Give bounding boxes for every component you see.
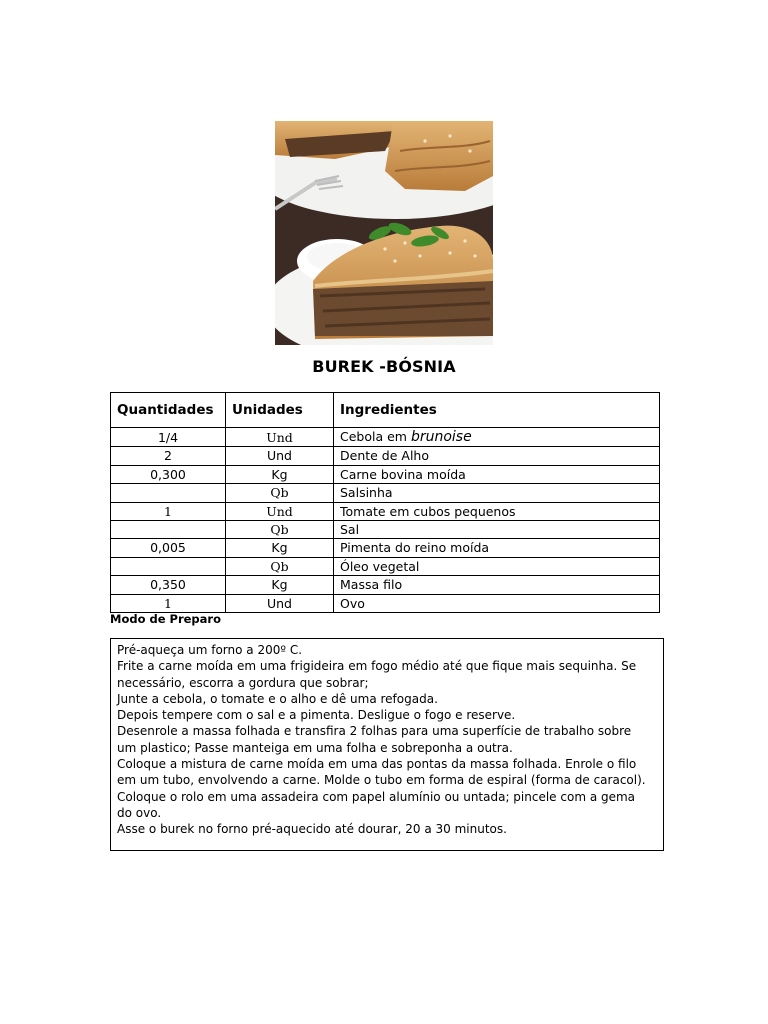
- method-box: [110, 638, 664, 851]
- ingredient-cell: [334, 539, 660, 557]
- table-header-row: [111, 393, 660, 428]
- table-row: [111, 576, 660, 594]
- unit-cell: Kg: [226, 539, 334, 557]
- qty-cell: 0,350: [111, 576, 226, 594]
- table-row: [111, 465, 660, 483]
- table-row: [111, 428, 660, 447]
- ingredient-cell: [334, 484, 660, 502]
- header-unidades: Unidades: [226, 393, 334, 428]
- ingredient-text: Carne bovina moída: [340, 466, 466, 482]
- method-step: Desenrole a massa folhada e transfira 2 folhas para uma superfície de trabalho sobre um plastico; Passe manteiga em uma folha e sobreponha a outra.: [117, 724, 632, 755]
- qty-cell: 0,300: [111, 465, 226, 483]
- recipe-title: BUREK -BÓSNIA: [312, 357, 456, 376]
- qty-cell: 1/4: [111, 428, 226, 447]
- table-row: [111, 594, 660, 612]
- method-step: Asse o burek no forno pré-aquecido até dourar, 20 a 30 minutos.: [117, 822, 507, 837]
- method-step: Frite a carne moída em uma frigideira em fogo médio até que fique mais sequinha. Se necessário, escorra a gordura que sobrar;: [117, 659, 637, 690]
- ingredients-table: [110, 392, 660, 613]
- ingredient-cell: [334, 521, 660, 539]
- header-ingredientes: Ingredientes: [334, 393, 660, 428]
- ingredient-text: Ovo: [340, 595, 365, 611]
- ingredient-cell: [334, 594, 660, 612]
- table-row: [111, 484, 660, 502]
- method-step: Depois tempere com o sal e a pimenta. Desligue o fogo e reserve.: [117, 708, 516, 723]
- ingredient-text: Óleo vegetal: [340, 558, 420, 574]
- table-row: [111, 521, 660, 539]
- burek-photo: [275, 121, 493, 345]
- table-row: [111, 539, 660, 557]
- ingredient-cell: [334, 557, 660, 575]
- table-row: [111, 502, 660, 520]
- unit-cell: Und: [226, 447, 334, 465]
- burek-illustration: [275, 121, 493, 345]
- qty-cell: [111, 484, 226, 502]
- table-row: [111, 447, 660, 465]
- method-step: Junte a cebola, o tomate e o alho e dê uma refogada.: [117, 691, 438, 706]
- ingredient-cell: [334, 576, 660, 594]
- qty-cell: [111, 521, 226, 539]
- ingredient-text: Pimenta do reino moída: [340, 540, 490, 556]
- ingredient-text: Dente de Alho: [340, 448, 429, 464]
- unit-cell: Qb: [226, 557, 334, 575]
- qty-cell: 1: [111, 502, 226, 520]
- unit-cell: Und: [226, 428, 334, 447]
- method-step: Coloque a mistura de carne moída em uma das pontas da massa folhada. Enrole o filo em um tubo, envolvendo a carne. Molde o tubo em forma de espiral (forma de caracol).: [117, 757, 646, 788]
- qty-cell: 2: [111, 447, 226, 465]
- unit-cell: Und: [226, 502, 334, 520]
- ingredient-text: Massa filo: [340, 577, 403, 593]
- unit-cell: Qb: [226, 521, 334, 539]
- ingredient-text: Salsinha: [340, 485, 393, 501]
- ingredient-cell: [334, 428, 660, 447]
- method-step: Coloque o rolo em uma assadeira com papel alumínio ou untada; pincele com a gema do ovo.: [117, 789, 636, 820]
- qty-cell: 0,005: [111, 539, 226, 557]
- qty-cell: [111, 557, 226, 575]
- header-quantidades: Quantidades: [111, 393, 226, 428]
- ingredient-text: Cebola em: [340, 429, 411, 444]
- ingredient-cell: [334, 465, 660, 483]
- ingredient-italic-text: brunoise: [410, 429, 472, 445]
- method-label: Modo de Preparo: [110, 612, 221, 626]
- ingredient-text: Tomate em cubos pequenos: [340, 503, 516, 519]
- unit-cell: Kg: [226, 465, 334, 483]
- unit-cell: Qb: [226, 484, 334, 502]
- ingredient-text: Sal: [340, 522, 360, 538]
- method-step: Pré-aqueça um forno a 200º C.: [117, 643, 303, 657]
- ingredient-cell: [334, 447, 660, 465]
- ingredient-cell: [334, 502, 660, 520]
- unit-cell: Kg: [226, 576, 334, 594]
- table-row: [111, 557, 660, 575]
- qty-cell: 1: [111, 594, 226, 612]
- unit-cell: Und: [226, 594, 334, 612]
